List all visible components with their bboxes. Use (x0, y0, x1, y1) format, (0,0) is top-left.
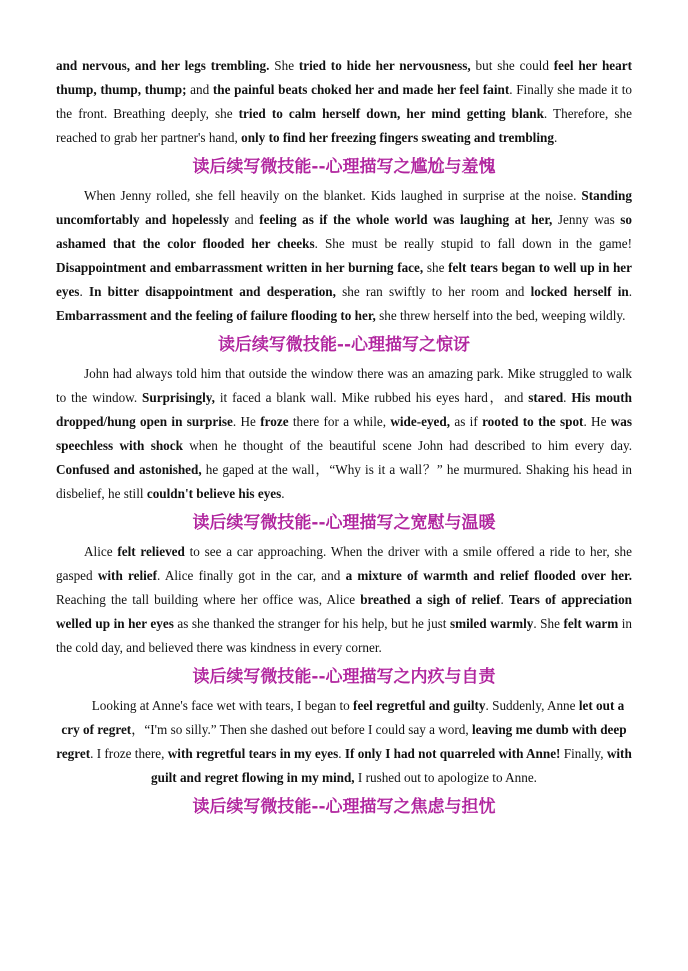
bold-phrase: tried to hide her nervousness, (298, 58, 471, 73)
text-run: and (229, 212, 260, 227)
text-run: it faced a blank wall. Mike rubbed his eyes hard，and (214, 390, 529, 405)
paragraph-surprise (56, 362, 632, 506)
text-run: . Suddenly, Anne (485, 698, 579, 713)
bold-phrase: froze (260, 414, 289, 429)
bold-phrase: locked herself in (530, 284, 629, 299)
bold-phrase: and nervous, and her legs trembling. (56, 58, 270, 73)
section-heading-embarrassment: 读后续写微技能--心理描写之尴尬与羞愧 (192, 157, 496, 177)
text-run: . (500, 592, 509, 607)
text-run: to see a car approaching. When the driver with a smile offered a ride to her, she gasped (56, 544, 632, 583)
text-run: and (186, 82, 213, 97)
section-heading-surprise: 读后续写微技能--心理描写之惊讶 (217, 335, 471, 355)
text-run: he gaped at the wall，“Why is it a wall？” he murmured. Shaking his head in disbelief, he still (56, 462, 632, 501)
bold-phrase: Standing uncomfortably and hopelessly (56, 188, 632, 227)
bold-phrase: Confused and astonished, (56, 462, 202, 477)
bold-phrase: feel regretful and guilty (353, 698, 486, 713)
text-run: Reaching the tall building where her office was, Alice (56, 592, 361, 607)
bold-phrase: Embarrassment and the feeling of failure flooding to her, (56, 308, 376, 323)
text-run: . He (232, 414, 261, 429)
bold-phrase: His mouth dropped/hung open in surprise (56, 390, 632, 429)
section-heading-relief: 读后续写微技能--心理描写之宽慰与温暖 (192, 513, 496, 533)
paragraph-guilt (56, 694, 632, 790)
text-run: ，“I'm so silly.” Then she dashed out before I could say a word, (131, 722, 472, 737)
text-run: . He (583, 414, 611, 429)
bold-phrase: feeling as if the whole world was laughing at her, (259, 212, 553, 227)
bold-phrase: If only I had not quarreled with Anne! (344, 746, 561, 761)
text-run: . Therefore, she reached to grab her partner's hand, (56, 106, 632, 145)
text-run: she ran swiftly to her room and (335, 284, 531, 299)
text-run: as she thanked the stranger for his help, but he just (173, 616, 450, 631)
bold-phrase: wide-eyed, (390, 414, 451, 429)
text-run: . She must be really stupid to fall down in the game! (314, 236, 632, 251)
bold-phrase: Tears of appreciation welled up in her eyes (56, 592, 633, 631)
bold-phrase: tried to calm herself down, her mind getting blank (238, 106, 544, 121)
text-run: in the cold day, and believed there was kindness in every corner. (56, 616, 633, 655)
text-run: . (79, 284, 89, 299)
text-run: she threw herself into the bed, weeping wildly. (375, 308, 626, 323)
text-run: . I froze there, (90, 746, 168, 761)
text-run: . She (533, 616, 564, 631)
text-run: Alice (84, 544, 118, 559)
text-run: she (423, 260, 449, 275)
text-run: . (553, 130, 558, 145)
bold-phrase: Surprisingly, (142, 390, 215, 405)
bold-phrase: let out a cry of regret (61, 698, 625, 737)
text-run: . Finally she made it to the front. Breathing deeply, she (56, 82, 633, 121)
bold-phrase: with guilt and regret flowing in my mind, (151, 746, 632, 785)
bold-phrase: Disappointment and embarrassment written in her burning face, (56, 260, 424, 275)
text-run: When Jenny rolled, she fell heavily on the blanket. Kids laughed in surprise at the noise. (84, 188, 582, 203)
text-run: Looking at Anne's face wet with tears, I began to (91, 698, 354, 713)
bold-phrase: leaving me dumb with deep regret (56, 722, 627, 761)
bold-phrase: felt tears began to well up in her eyes (56, 260, 632, 299)
text-run: Jenny was (552, 212, 621, 227)
text-run: . (563, 390, 572, 405)
bold-phrase: only to find her freezing fingers sweating and trembling (241, 130, 554, 145)
text-run: She (269, 58, 299, 73)
bold-phrase: couldn't believe his eyes (146, 486, 282, 501)
paragraph-relief (56, 540, 632, 660)
text-run: there for a while, (288, 414, 391, 429)
paragraph-nervous (56, 54, 632, 150)
text-run: but she could (470, 58, 554, 73)
text-run: . (281, 486, 285, 501)
section-heading-anxiety: 读后续写微技能--心理描写之焦虑与担忧 (192, 797, 496, 817)
bold-phrase: feel her heart thump, thump, thump; (56, 58, 632, 97)
document-page (56, 54, 632, 824)
text-run: John had always told him that outside the window there was an amazing park. Mike struggled to walk to the window. (56, 366, 632, 405)
text-run: Finally, (560, 746, 607, 761)
text-run: when he thought of the beautiful scene John had described to him every day. (182, 438, 632, 453)
bold-phrase: In bitter disappointment and desperation, (88, 284, 336, 299)
bold-phrase: with regretful tears in my eyes (167, 746, 339, 761)
bold-phrase: felt warm (563, 616, 619, 631)
text-run: . Alice finally got in the car, and (157, 568, 346, 583)
bold-phrase: smiled warmly (449, 616, 534, 631)
paragraph-embarrassment (56, 184, 632, 328)
bold-phrase: the painful beats choked her and made her feel faint (212, 82, 510, 97)
bold-phrase: stared (528, 390, 564, 405)
bold-phrase: rooted to the spot (482, 414, 584, 429)
bold-phrase: with relief (97, 568, 158, 583)
text-run: . (338, 746, 345, 761)
bold-phrase: so ashamed that the color flooded her cheeks (56, 212, 633, 251)
bold-phrase: breathed a sigh of relief (360, 592, 501, 607)
text-run: I rushed out to apologize to Anne. (354, 770, 537, 785)
text-run: as if (450, 414, 483, 429)
text-run: . (628, 284, 633, 299)
bold-phrase: felt relieved (117, 544, 185, 559)
bold-phrase: was speechless with shock (56, 414, 633, 453)
bold-phrase: a mixture of warmth and relief flooded over her. (345, 568, 632, 583)
section-heading-guilt: 读后续写微技能--心理描写之内疚与自责 (192, 667, 496, 687)
